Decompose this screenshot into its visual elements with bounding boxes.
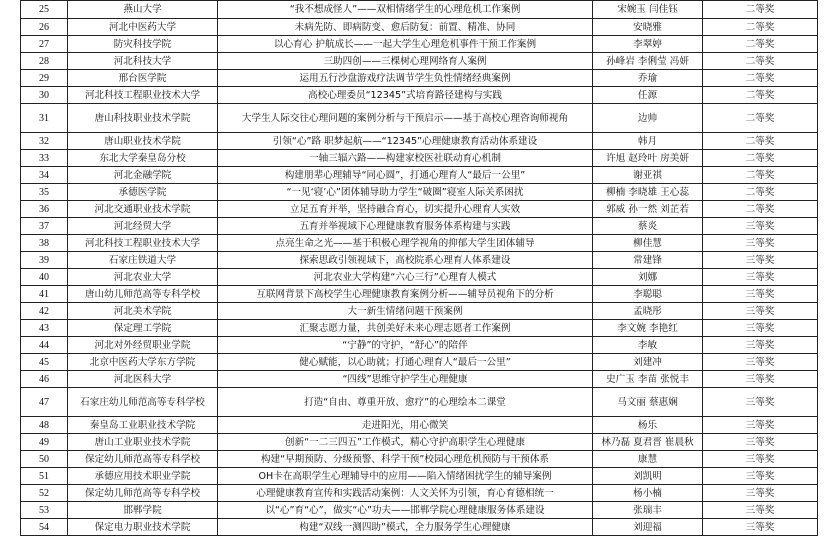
- row-number: 35: [21, 184, 68, 201]
- case-title: 点亮生命之光——基于积极心理学视角的抑郁大学生团体辅导: [218, 235, 593, 252]
- author-names: 李聪聪: [593, 286, 703, 303]
- author-names: 孙峰岩 李俐莹 冯妍: [593, 53, 703, 70]
- author-names: 任源: [593, 87, 703, 104]
- school-name: 河北农业大学: [68, 269, 218, 286]
- case-title: 三助四创——三棵树心理网络育人案例: [218, 53, 593, 70]
- school-name: 河北交通职业技术学院: [68, 201, 218, 218]
- school-name: 唐山工业职业技术学院: [68, 434, 218, 451]
- row-number: 40: [21, 269, 68, 286]
- table-row: [21, 36, 818, 53]
- author-names: 李文婉 李艳红: [593, 320, 703, 337]
- author-names: 谢亚祺: [593, 167, 703, 184]
- row-number: 26: [21, 19, 68, 36]
- award-level: 二等奖: [703, 184, 818, 201]
- school-name: 河北中医药大学: [68, 19, 218, 36]
- award-level: 三等奖: [703, 468, 818, 485]
- row-number: 53: [21, 502, 68, 519]
- school-name: 东北大学秦皇岛分校: [68, 150, 218, 167]
- table-row: [21, 19, 818, 36]
- table-row: [21, 1, 818, 19]
- row-number: 54: [21, 519, 68, 536]
- table-row: [21, 133, 818, 150]
- school-name: 石家庄铁道大学: [68, 252, 218, 269]
- case-title: 大学生人际交往心理问题的案例分析与干预启示——基于高校心理咨询师视角: [218, 104, 593, 133]
- school-name: 唐山幼儿师范高等专科学校: [68, 286, 218, 303]
- school-name: 唐山科技职业技术学院: [68, 104, 218, 133]
- author-names: 李敏: [593, 337, 703, 354]
- award-level: 三等奖: [703, 354, 818, 371]
- award-level: 二等奖: [703, 133, 818, 150]
- award-level: 二等奖: [703, 104, 818, 133]
- author-names: 马文丽 蔡惠娴: [593, 388, 703, 417]
- author-names: 刘娜: [593, 269, 703, 286]
- case-title: 未病先防、即病防变、愈后防复：前置、精准、协同: [218, 19, 593, 36]
- case-title: 互联网背景下高校学生心理健康教育案例分析——辅导员视角下的分析: [218, 286, 593, 303]
- table-row: [21, 451, 818, 468]
- row-number: 47: [21, 388, 68, 417]
- table-row: [21, 502, 818, 519]
- case-title: 创新“一二三四五”工作模式，精心守护高职学生心理健康: [218, 434, 593, 451]
- awards-table-body: [21, 1, 818, 536]
- case-title: 一轴三辐六路——构建家校医社联动育心机制: [218, 150, 593, 167]
- row-number: 30: [21, 87, 68, 104]
- case-title: 探索思政引领视域下，高校院系心理育人体系建设: [218, 252, 593, 269]
- case-title: 以心育心 护航成长——一起大学生心理危机事件干预工作案例: [218, 36, 593, 53]
- author-names: 张瑞丰: [593, 502, 703, 519]
- table-row: [21, 337, 818, 354]
- school-name: 河北经贸大学: [68, 218, 218, 235]
- table-row: [21, 235, 818, 252]
- award-level: 三等奖: [703, 303, 818, 320]
- case-title: “我不想成怪人”——双相情绪学生的心理危机工作案例: [218, 1, 593, 19]
- row-number: 44: [21, 337, 68, 354]
- case-title: 高校心理委员“12345”式培育路径建构与实践: [218, 87, 593, 104]
- row-number: 31: [21, 104, 68, 133]
- awards-table: [20, 0, 818, 536]
- award-level: 二等奖: [703, 167, 818, 184]
- table-row: [21, 485, 818, 502]
- table-row: [21, 70, 818, 87]
- award-level: 三等奖: [703, 269, 818, 286]
- author-names: 柳佳慧: [593, 235, 703, 252]
- author-names: 边帅: [593, 104, 703, 133]
- author-names: 杨乐: [593, 417, 703, 434]
- table-row: [21, 417, 818, 434]
- award-level: 二等奖: [703, 53, 818, 70]
- table-row: [21, 371, 818, 388]
- row-number: 41: [21, 286, 68, 303]
- award-level: 三等奖: [703, 286, 818, 303]
- table-row: [21, 104, 818, 133]
- row-number: 50: [21, 451, 68, 468]
- author-names: 安晓雅: [593, 19, 703, 36]
- school-name: 河北金融学院: [68, 167, 218, 184]
- school-name: 防灾科技学院: [68, 36, 218, 53]
- row-number: 45: [21, 354, 68, 371]
- author-names: 刘凯明: [593, 468, 703, 485]
- award-level: 三等奖: [703, 218, 818, 235]
- case-title: 健心赋能，以心助就；打通心理育人“最后一公里”: [218, 354, 593, 371]
- school-name: 保定理工学院: [68, 320, 218, 337]
- case-title: 引领“心”路 职梦起航——“12345”心理健康教育活动体系建设: [218, 133, 593, 150]
- award-level: 二等奖: [703, 36, 818, 53]
- case-title: 五育并举视域下心理健康教育服务体系构建与实践: [218, 218, 593, 235]
- row-number: 27: [21, 36, 68, 53]
- school-name: 河北医科大学: [68, 371, 218, 388]
- author-names: 李翠婷: [593, 36, 703, 53]
- row-number: 49: [21, 434, 68, 451]
- author-names: 蔡炎: [593, 218, 703, 235]
- author-names: 乔瑜: [593, 70, 703, 87]
- author-names: 孟晓彤: [593, 303, 703, 320]
- case-title: 以“心”育“心”，做实“心”功夫——邯郸学院心理健康服务体系建设: [218, 502, 593, 519]
- award-level: 三等奖: [703, 388, 818, 417]
- row-number: 48: [21, 417, 68, 434]
- award-level: 二等奖: [703, 87, 818, 104]
- author-names: 刘迎福: [593, 519, 703, 536]
- case-title: “一见‘寝’心”团体辅导助力学生“破圈”寝室人际关系困扰: [218, 184, 593, 201]
- author-names: 宋婉玉 闫佳钰: [593, 1, 703, 19]
- award-level: 二等奖: [703, 1, 818, 19]
- row-number: 52: [21, 485, 68, 502]
- row-number: 46: [21, 371, 68, 388]
- school-name: 北京中医药大学东方学院: [68, 354, 218, 371]
- table-row: [21, 388, 818, 417]
- award-level: 三等奖: [703, 337, 818, 354]
- row-number: 51: [21, 468, 68, 485]
- table-row: [21, 53, 818, 70]
- author-names: 许旭 赵玲叶 房美妍: [593, 150, 703, 167]
- school-name: 石家庄幼儿师范高等专科学校: [68, 388, 218, 417]
- award-level: 三等奖: [703, 320, 818, 337]
- case-title: 打造“自由、尊重开放、愈疗”的心理绘本二课堂: [218, 388, 593, 417]
- award-level: 二等奖: [703, 201, 818, 218]
- table-row: [21, 269, 818, 286]
- school-name: 河北科技工程职业技术大学: [68, 235, 218, 252]
- award-level: 三等奖: [703, 417, 818, 434]
- row-number: 38: [21, 235, 68, 252]
- row-number: 37: [21, 218, 68, 235]
- school-name: 燕山大学: [68, 1, 218, 19]
- case-title: 构建朋辈心理辅导“同心圆”，打通心理育人“最后一公里”: [218, 167, 593, 184]
- case-title: 运用五行沙盘游戏疗法调节学生负性情绪经典案例: [218, 70, 593, 87]
- row-number: 43: [21, 320, 68, 337]
- author-names: 刘建冲: [593, 354, 703, 371]
- school-name: 河北科技工程职业技术大学: [68, 87, 218, 104]
- award-level: 三等奖: [703, 371, 818, 388]
- case-title: 构建“双线一测四助”模式，全力服务学生心理健康: [218, 519, 593, 536]
- table-row: [21, 303, 818, 320]
- author-names: 郭威 孙一然 刘芷若: [593, 201, 703, 218]
- table-row: [21, 184, 818, 201]
- table-row: [21, 354, 818, 371]
- award-level: 三等奖: [703, 451, 818, 468]
- table-row: [21, 167, 818, 184]
- case-title: OH卡在高职学生心理辅导中的应用——陷入情绪困扰学生的辅导案例: [218, 468, 593, 485]
- case-title: 心理健康教育宣传和实践活动案例：人文关怀为引领，育心育德相统一: [218, 485, 593, 502]
- table-row: [21, 201, 818, 218]
- row-number: 25: [21, 1, 68, 19]
- case-title: 走进阳光，用心微笑: [218, 417, 593, 434]
- award-level: 三等奖: [703, 252, 818, 269]
- school-name: 河北对外经贸职业学院: [68, 337, 218, 354]
- table-row: [21, 320, 818, 337]
- school-name: 邯郸学院: [68, 502, 218, 519]
- table-row: [21, 218, 818, 235]
- author-names: 韩月: [593, 133, 703, 150]
- author-names: 常建锋: [593, 252, 703, 269]
- case-title: 构建“早期预防、分级预警、科学干预”校园心理危机预防与干预体系: [218, 451, 593, 468]
- author-names: 康慧: [593, 451, 703, 468]
- table-row: [21, 468, 818, 485]
- case-title: 大一新生情绪问题干预案例: [218, 303, 593, 320]
- row-number: 28: [21, 53, 68, 70]
- award-level: 三等奖: [703, 519, 818, 536]
- award-level: 二等奖: [703, 70, 818, 87]
- table-row: [21, 286, 818, 303]
- case-title: 立足五育并举，坚持融合育心，切实提升心理育人实效: [218, 201, 593, 218]
- row-number: 33: [21, 150, 68, 167]
- school-name: 保定电力职业技术学院: [68, 519, 218, 536]
- author-names: 柳楠 李晓雄 王心蕊: [593, 184, 703, 201]
- table-row: [21, 519, 818, 536]
- case-title: “四线”思维守护学生心理健康: [218, 371, 593, 388]
- author-names: 史广玉 李苗 张悦丰: [593, 371, 703, 388]
- row-number: 36: [21, 201, 68, 218]
- table-row: [21, 252, 818, 269]
- school-name: 秦皇岛工业职业技术学院: [68, 417, 218, 434]
- school-name: 保定幼儿师范高等专科学校: [68, 485, 218, 502]
- row-number: 32: [21, 133, 68, 150]
- table-row: [21, 434, 818, 451]
- author-names: 杨小楠: [593, 485, 703, 502]
- row-number: 29: [21, 70, 68, 87]
- school-name: 河北美术学院: [68, 303, 218, 320]
- award-level: 二等奖: [703, 150, 818, 167]
- school-name: 承德应用技术职业学院: [68, 468, 218, 485]
- school-name: 河北科技大学: [68, 53, 218, 70]
- table-row: [21, 87, 818, 104]
- award-level: 二等奖: [703, 19, 818, 36]
- school-name: 邢台医学院: [68, 70, 218, 87]
- case-title: “宁静”的守护，“舒心”的陪伴: [218, 337, 593, 354]
- row-number: 39: [21, 252, 68, 269]
- author-names: 林乃磊 夏君晋 崔晨秋: [593, 434, 703, 451]
- award-level: 三等奖: [703, 434, 818, 451]
- case-title: 汇聚志愿力量，共创美好未来心理志愿者工作案例: [218, 320, 593, 337]
- school-name: 承德医学院: [68, 184, 218, 201]
- row-number: 34: [21, 167, 68, 184]
- award-level: 三等奖: [703, 502, 818, 519]
- school-name: 保定幼儿师范高等专科学校: [68, 451, 218, 468]
- award-level: 三等奖: [703, 235, 818, 252]
- case-title: 河北农业大学构建“六心三行”心理育人模式: [218, 269, 593, 286]
- table-row: [21, 150, 818, 167]
- school-name: 唐山职业技术学院: [68, 133, 218, 150]
- row-number: 42: [21, 303, 68, 320]
- award-level: 三等奖: [703, 485, 818, 502]
